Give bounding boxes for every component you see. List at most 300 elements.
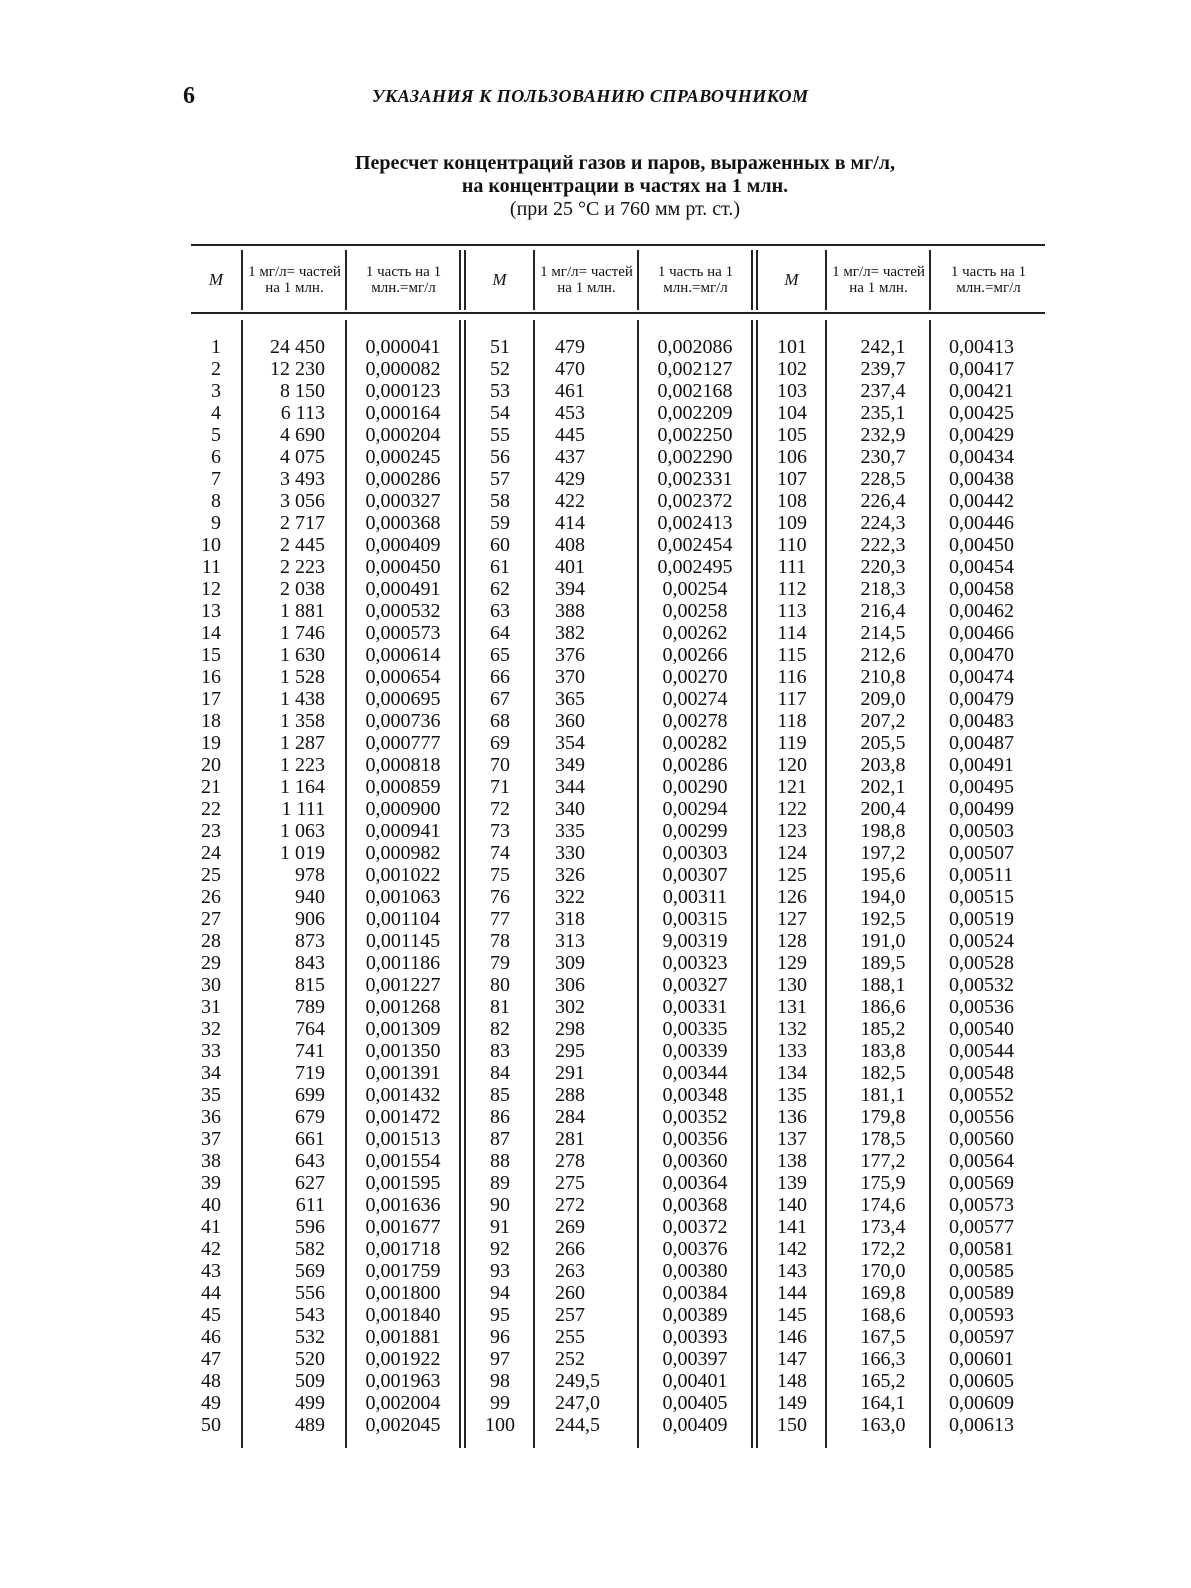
table-cell-mgl: 0,00556 bbox=[949, 1106, 1014, 1128]
table-cell-parts: 275 bbox=[555, 1172, 585, 1194]
table-cell-parts: 12 230 bbox=[270, 358, 325, 380]
table-cell-parts: 2 445 bbox=[280, 534, 325, 556]
table-cell-parts: 422 bbox=[555, 490, 585, 512]
table-cell-parts: 309 bbox=[555, 952, 585, 974]
table-cell-m: 44 bbox=[201, 1282, 221, 1304]
table-cell-mgl: 0,00352 bbox=[662, 1106, 728, 1128]
table-cell-mgl: 0,00454 bbox=[949, 556, 1014, 578]
table-cell-mgl: 0,00393 bbox=[662, 1326, 728, 1348]
table-cell-m: 59 bbox=[490, 512, 510, 534]
table-cell-mgl: 0,00605 bbox=[949, 1370, 1014, 1392]
table-cell-parts: 1 019 bbox=[280, 842, 325, 864]
table-cell-parts: 177,2 bbox=[860, 1150, 906, 1172]
table-cell-mgl: 0,00585 bbox=[949, 1260, 1014, 1282]
table-cell-m: 98 bbox=[490, 1370, 510, 1392]
table-cell-mgl: 0,002290 bbox=[657, 446, 733, 468]
table-cell-m: 9 bbox=[211, 512, 221, 534]
table-cell-parts: 499 bbox=[295, 1392, 325, 1414]
column-m bbox=[469, 336, 531, 1436]
table-cell-mgl: 0,002086 bbox=[657, 336, 733, 358]
table-cell-mgl: 0,000245 bbox=[365, 446, 441, 468]
table-cell-m: 27 bbox=[201, 908, 221, 930]
table-cell-mgl: 0,00569 bbox=[949, 1172, 1014, 1194]
table-cell-m: 31 bbox=[201, 996, 221, 1018]
table-cell-parts: 192,5 bbox=[860, 908, 906, 930]
table-cell-parts: 182,5 bbox=[860, 1062, 906, 1084]
table-cell-mgl: 0,00409 bbox=[662, 1414, 728, 1436]
table-cell-parts: 24 450 bbox=[270, 336, 325, 358]
table-cell-parts: 2 717 bbox=[280, 512, 325, 534]
running-head: УКАЗАНИЯ К ПОЛЬЗОВАНИЮ СПРАВОЧНИКОМ bbox=[372, 86, 809, 106]
table-cell-m: 141 bbox=[777, 1216, 807, 1238]
page-number: 6 bbox=[183, 83, 195, 109]
table-cell-parts: 203,8 bbox=[860, 754, 906, 776]
table-cell-parts: 1 063 bbox=[280, 820, 325, 842]
table-cell-mgl: 0,00479 bbox=[949, 688, 1014, 710]
table-cell-m: 49 bbox=[201, 1392, 221, 1414]
table-cell-mgl: 0,000777 bbox=[365, 732, 441, 754]
table-cell-mgl: 0,00552 bbox=[949, 1084, 1014, 1106]
table-header-rule bbox=[191, 312, 1045, 314]
table-cell-parts: 220,3 bbox=[860, 556, 906, 578]
table-cell-parts: 212,6 bbox=[860, 644, 906, 666]
table-cell-mgl: 0,002413 bbox=[657, 512, 733, 534]
table-cell-m: 90 bbox=[490, 1194, 510, 1216]
table-cell-parts: 269 bbox=[555, 1216, 585, 1238]
table-cell-parts: 340 bbox=[555, 798, 585, 820]
table-cell-m: 48 bbox=[201, 1370, 221, 1392]
table-cell-mgl: 0,00474 bbox=[949, 666, 1014, 688]
table-cell-m: 124 bbox=[777, 842, 807, 864]
table-cell-mgl: 0,00258 bbox=[662, 600, 728, 622]
table-cell-parts: 260 bbox=[555, 1282, 585, 1304]
table-cell-mgl: 0,00438 bbox=[949, 468, 1014, 490]
table-cell-parts: 284 bbox=[555, 1106, 585, 1128]
table-cell-m: 86 bbox=[490, 1106, 510, 1128]
table-cell-mgl: 0,00544 bbox=[949, 1040, 1014, 1062]
table-cell-parts: 281 bbox=[555, 1128, 585, 1150]
header-m: M bbox=[208, 270, 224, 289]
table-cell-mgl: 0,00601 bbox=[949, 1348, 1014, 1370]
table-cell-m: 119 bbox=[777, 732, 807, 754]
table-cell-parts: 266 bbox=[555, 1238, 585, 1260]
header-m: M bbox=[492, 270, 507, 289]
table-cell-m: 142 bbox=[777, 1238, 807, 1260]
table-cell-mgl: 0,00364 bbox=[662, 1172, 728, 1194]
table-cell-mgl: 0,00335 bbox=[662, 1018, 728, 1040]
table-cell-m: 138 bbox=[777, 1150, 807, 1172]
header-parts-per-million: 1 мг/л= частей на 1 млн. bbox=[540, 264, 633, 296]
table-cell-parts: 330 bbox=[555, 842, 585, 864]
table-cell-m: 132 bbox=[777, 1018, 807, 1040]
column-rule bbox=[637, 250, 639, 310]
table-cell-mgl: 0,00282 bbox=[662, 732, 728, 754]
table-cell-m: 35 bbox=[201, 1084, 221, 1106]
column-rule bbox=[825, 320, 827, 1448]
table-cell-m: 40 bbox=[201, 1194, 221, 1216]
table-cell-parts: 661 bbox=[295, 1128, 325, 1150]
table-cell-m: 121 bbox=[777, 776, 807, 798]
table-cell-mgl: 0,001677 bbox=[365, 1216, 441, 1238]
header-parts-per-million: 1 мг/л= частей на 1 млн. bbox=[832, 264, 925, 296]
table-cell-m: 133 bbox=[777, 1040, 807, 1062]
table-cell-m: 2 bbox=[211, 358, 221, 380]
table-cell-m: 17 bbox=[201, 688, 221, 710]
table-cell-mgl: 0,000286 bbox=[365, 468, 441, 490]
table-cell-mgl: 0,00564 bbox=[949, 1150, 1014, 1172]
table-cell-m: 29 bbox=[201, 952, 221, 974]
table-cell-m: 112 bbox=[777, 578, 807, 600]
table-cell-mgl: 0,00491 bbox=[949, 754, 1014, 776]
table-cell-mgl: 0,000900 bbox=[365, 798, 441, 820]
table-cell-mgl: 0,00560 bbox=[949, 1128, 1014, 1150]
table-cell-parts: 272 bbox=[555, 1194, 585, 1216]
table-cell-m: 150 bbox=[777, 1414, 807, 1436]
table-cell-mgl: 0,00536 bbox=[949, 996, 1014, 1018]
table-cell-m: 11 bbox=[201, 556, 221, 578]
table-cell-parts: 437 bbox=[555, 446, 585, 468]
table-cell-m: 108 bbox=[777, 490, 807, 512]
table-cell-mgl: 0,001391 bbox=[365, 1062, 441, 1084]
table-cell-parts: 252 bbox=[555, 1348, 585, 1370]
table-cell-parts: 278 bbox=[555, 1150, 585, 1172]
column-mg-per-liter bbox=[643, 336, 747, 1436]
table-cell-m: 116 bbox=[777, 666, 807, 688]
table-cell-parts: 429 bbox=[555, 468, 585, 490]
table-cell-parts: 188,1 bbox=[860, 974, 906, 996]
table-cell-parts: 178,5 bbox=[860, 1128, 906, 1150]
table-cell-mgl: 0,002331 bbox=[657, 468, 733, 490]
table-cell-m: 24 bbox=[201, 842, 221, 864]
table-cell-parts: 218,3 bbox=[860, 578, 906, 600]
table-cell-m: 10 bbox=[201, 534, 221, 556]
table-cell-mgl: 0,00307 bbox=[662, 864, 728, 886]
table-cell-mgl: 0,00327 bbox=[662, 974, 728, 996]
table-cell-mgl: 0,00524 bbox=[949, 930, 1014, 952]
table-cell-mgl: 0,001636 bbox=[365, 1194, 441, 1216]
table-cell-m: 46 bbox=[201, 1326, 221, 1348]
table-title bbox=[190, 152, 1060, 221]
table-cell-m: 69 bbox=[490, 732, 510, 754]
table-cell-m: 54 bbox=[490, 402, 510, 424]
table-cell-m: 15 bbox=[201, 644, 221, 666]
table-cell-mgl: 0,00442 bbox=[949, 490, 1014, 512]
table-cell-mgl: 0,002127 bbox=[657, 358, 733, 380]
table-cell-parts: 1 287 bbox=[280, 732, 325, 754]
table-cell-parts: 202,1 bbox=[860, 776, 906, 798]
table-cell-mgl: 0,002209 bbox=[657, 402, 733, 424]
table-cell-mgl: 0,00254 bbox=[662, 578, 728, 600]
table-cell-parts: 191,0 bbox=[860, 930, 906, 952]
table-cell-parts: 166,3 bbox=[860, 1348, 906, 1370]
table-cell-parts: 6 113 bbox=[280, 402, 325, 424]
table-cell-m: 110 bbox=[777, 534, 807, 556]
table-cell-mgl: 0,00274 bbox=[662, 688, 728, 710]
table-cell-mgl: 0,00466 bbox=[949, 622, 1014, 644]
table-cell-mgl: 0,00613 bbox=[949, 1414, 1014, 1436]
table-cell-parts: 360 bbox=[555, 710, 585, 732]
table-cell-parts: 302 bbox=[555, 996, 585, 1018]
table-cell-mgl: 0,00315 bbox=[662, 908, 728, 930]
table-cell-m: 114 bbox=[777, 622, 807, 644]
table-cell-mgl: 0,00405 bbox=[662, 1392, 728, 1414]
table-cell-m: 118 bbox=[777, 710, 807, 732]
table-cell-m: 144 bbox=[777, 1282, 807, 1304]
table-cell-m: 134 bbox=[777, 1062, 807, 1084]
table-cell-m: 117 bbox=[777, 688, 807, 710]
table-cell-mgl: 0,000736 bbox=[365, 710, 441, 732]
table-cell-mgl: 0,00495 bbox=[949, 776, 1014, 798]
table-cell-m: 77 bbox=[490, 908, 510, 930]
table-cell-m: 37 bbox=[201, 1128, 221, 1150]
table-cell-parts: 569 bbox=[295, 1260, 325, 1282]
column-rule bbox=[345, 250, 347, 310]
table-cell-m: 39 bbox=[201, 1172, 221, 1194]
table-cell-parts: 185,2 bbox=[860, 1018, 906, 1040]
table-cell-parts: 470 bbox=[555, 358, 585, 380]
table-cell-parts: 394 bbox=[555, 578, 585, 600]
column-mg-per-liter bbox=[949, 336, 1041, 1436]
table-cell-m: 91 bbox=[490, 1216, 510, 1238]
table-cell-parts: 520 bbox=[295, 1348, 325, 1370]
table-cell-m: 74 bbox=[490, 842, 510, 864]
table-cell-m: 75 bbox=[490, 864, 510, 886]
table-cell-parts: 195,6 bbox=[860, 864, 906, 886]
table-cell-parts: 210,8 bbox=[860, 666, 906, 688]
table-cell-m: 113 bbox=[777, 600, 807, 622]
table-cell-parts: 207,2 bbox=[860, 710, 906, 732]
table-cell-m: 83 bbox=[490, 1040, 510, 1062]
table-cell-mgl: 0,000082 bbox=[365, 358, 441, 380]
table-cell-m: 122 bbox=[777, 798, 807, 820]
table-cell-mgl: 0,001595 bbox=[365, 1172, 441, 1194]
table-cell-parts: 401 bbox=[555, 556, 585, 578]
table-cell-parts: 186,6 bbox=[860, 996, 906, 1018]
table-cell-parts: 978 bbox=[295, 864, 325, 886]
table-cell-parts: 1 164 bbox=[280, 776, 325, 798]
table-cell-m: 6 bbox=[211, 446, 221, 468]
table-cell-mgl: 0,00266 bbox=[662, 644, 728, 666]
table-cell-mgl: 0,00278 bbox=[662, 710, 728, 732]
table-cell-parts: 376 bbox=[555, 644, 585, 666]
table-cell-m: 71 bbox=[490, 776, 510, 798]
table-cell-m: 30 bbox=[201, 974, 221, 996]
table-cell-parts: 230,7 bbox=[860, 446, 906, 468]
table-cell-mgl: 0,00483 bbox=[949, 710, 1014, 732]
table-cell-mgl: 0,00299 bbox=[662, 820, 728, 842]
table-cell-parts: 582 bbox=[295, 1238, 325, 1260]
table-cell-m: 102 bbox=[777, 358, 807, 380]
table-cell-m: 61 bbox=[490, 556, 510, 578]
table-cell-parts: 611 bbox=[295, 1194, 325, 1216]
table-cell-parts: 313 bbox=[555, 930, 585, 952]
table-cell-parts: 344 bbox=[555, 776, 585, 798]
table-cell-mgl: 0,00348 bbox=[662, 1084, 728, 1106]
table-cell-mgl: 0,00470 bbox=[949, 644, 1014, 666]
table-cell-mgl: 0,00499 bbox=[949, 798, 1014, 820]
header-mg-per-liter: 1 часть на 1 млн.=мг/л bbox=[657, 264, 734, 296]
table-cell-m: 72 bbox=[490, 798, 510, 820]
group-double-rule bbox=[459, 250, 466, 310]
table-cell-m: 101 bbox=[777, 336, 807, 358]
table-cell-mgl: 0,002454 bbox=[657, 534, 733, 556]
column-rule bbox=[929, 250, 931, 310]
table-cell-m: 76 bbox=[490, 886, 510, 908]
table-cell-parts: 479 bbox=[555, 336, 585, 358]
table-cell-mgl: 0,001227 bbox=[365, 974, 441, 996]
table-cell-parts: 719 bbox=[295, 1062, 325, 1084]
group-double-rule bbox=[751, 320, 758, 1448]
table-cell-m: 52 bbox=[490, 358, 510, 380]
table-cell-m: 82 bbox=[490, 1018, 510, 1040]
table-cell-parts: 249,5 bbox=[555, 1370, 600, 1392]
table-cell-mgl: 0,000041 bbox=[365, 336, 441, 358]
table-cell-m: 13 bbox=[201, 600, 221, 622]
table-cell-mgl: 0,001309 bbox=[365, 1018, 441, 1040]
table-cell-m: 81 bbox=[490, 996, 510, 1018]
table-cell-parts: 906 bbox=[295, 908, 325, 930]
table-cell-parts: 843 bbox=[295, 952, 325, 974]
table-cell-m: 34 bbox=[201, 1062, 221, 1084]
table-cell-parts: 1 630 bbox=[280, 644, 325, 666]
table-cell-mgl: 0,000204 bbox=[365, 424, 441, 446]
table-cell-parts: 461 bbox=[555, 380, 585, 402]
table-cell-parts: 1 438 bbox=[280, 688, 325, 710]
table-cell-mgl: 0,00593 bbox=[949, 1304, 1014, 1326]
table-cell-mgl: 0,000941 bbox=[365, 820, 441, 842]
table-cell-mgl: 0,000409 bbox=[365, 534, 441, 556]
table-cell-mgl: 0,00303 bbox=[662, 842, 728, 864]
table-cell-parts: 365 bbox=[555, 688, 585, 710]
table-cell-m: 19 bbox=[201, 732, 221, 754]
table-cell-m: 145 bbox=[777, 1304, 807, 1326]
table-cell-parts: 2 038 bbox=[280, 578, 325, 600]
table-cell-parts: 172,2 bbox=[860, 1238, 906, 1260]
table-cell-parts: 263 bbox=[555, 1260, 585, 1282]
table-cell-mgl: 0,00515 bbox=[949, 886, 1014, 908]
table-top-rule bbox=[191, 244, 1045, 246]
table-cell-m: 18 bbox=[201, 710, 221, 732]
table-cell-mgl: 0,002168 bbox=[657, 380, 733, 402]
table-cell-m: 21 bbox=[201, 776, 221, 798]
table-cell-m: 51 bbox=[490, 336, 510, 358]
group-double-rule bbox=[751, 250, 758, 310]
table-cell-mgl: 0,001840 bbox=[365, 1304, 441, 1326]
table-cell-mgl: 0,001186 bbox=[365, 952, 441, 974]
table-cell-parts: 699 bbox=[295, 1084, 325, 1106]
table-cell-mgl: 0,00417 bbox=[949, 358, 1014, 380]
column-rule bbox=[637, 320, 639, 1448]
table-cell-m: 127 bbox=[777, 908, 807, 930]
table-cell-parts: 543 bbox=[295, 1304, 325, 1326]
table-cell-mgl: 0,001104 bbox=[365, 908, 441, 930]
table-cell-mgl: 0,00368 bbox=[662, 1194, 728, 1216]
table-cell-parts: 194,0 bbox=[860, 886, 906, 908]
column-mg-per-liter bbox=[351, 336, 455, 1436]
table-cell-mgl: 0,00548 bbox=[949, 1062, 1014, 1084]
table-cell-m: 4 bbox=[211, 402, 221, 424]
table-cell-parts: 873 bbox=[295, 930, 325, 952]
table-cell-parts: 163,0 bbox=[860, 1414, 906, 1436]
table-cell-m: 139 bbox=[777, 1172, 807, 1194]
table-cell-m: 5 bbox=[211, 424, 221, 446]
table-cell-m: 148 bbox=[777, 1370, 807, 1392]
header-m: M bbox=[784, 270, 799, 289]
table-cell-parts: 168,6 bbox=[860, 1304, 906, 1326]
table-cell-parts: 1 223 bbox=[280, 754, 325, 776]
table-cell-parts: 408 bbox=[555, 534, 585, 556]
table-cell-parts: 179,8 bbox=[860, 1106, 906, 1128]
table-cell-m: 14 bbox=[201, 622, 221, 644]
table-cell-mgl: 0,001268 bbox=[365, 996, 441, 1018]
table-cell-m: 149 bbox=[777, 1392, 807, 1414]
table-cell-mgl: 0,001718 bbox=[365, 1238, 441, 1260]
table-cell-mgl: 0,00434 bbox=[949, 446, 1014, 468]
table-cell-m: 53 bbox=[490, 380, 510, 402]
table-cell-parts: 173,4 bbox=[860, 1216, 906, 1238]
table-cell-parts: 940 bbox=[295, 886, 325, 908]
table-cell-mgl: 0,001554 bbox=[365, 1150, 441, 1172]
table-cell-mgl: 0,001350 bbox=[365, 1040, 441, 1062]
table-cell-m: 57 bbox=[490, 468, 510, 490]
table-cell-mgl: 0,000327 bbox=[365, 490, 441, 512]
table-cell-m: 16 bbox=[201, 666, 221, 688]
table-cell-m: 26 bbox=[201, 886, 221, 908]
table-cell-mgl: 0,00532 bbox=[949, 974, 1014, 996]
table-cell-parts: 532 bbox=[295, 1326, 325, 1348]
column-parts-per-million bbox=[555, 336, 635, 1436]
table-cell-m: 100 bbox=[485, 1414, 515, 1436]
table-cell-parts: 189,5 bbox=[860, 952, 906, 974]
table-cell-mgl: 0,001922 bbox=[365, 1348, 441, 1370]
table-cell-mgl: 0,000859 bbox=[365, 776, 441, 798]
table-cell-m: 104 bbox=[777, 402, 807, 424]
table-cell-mgl: 0,00425 bbox=[949, 402, 1014, 424]
header-mg-per-liter: 1 часть на 1 млн.=мг/л bbox=[365, 264, 442, 296]
table-cell-mgl: 0,000368 bbox=[365, 512, 441, 534]
table-cell-m: 23 bbox=[201, 820, 221, 842]
table-cell-parts: 815 bbox=[295, 974, 325, 996]
table-cell-parts: 209,0 bbox=[860, 688, 906, 710]
table-cell-m: 63 bbox=[490, 600, 510, 622]
table-cell-m: 89 bbox=[490, 1172, 510, 1194]
table-cell-m: 96 bbox=[490, 1326, 510, 1348]
table-cell-m: 109 bbox=[777, 512, 807, 534]
table-cell-mgl: 0,00528 bbox=[949, 952, 1014, 974]
table-cell-mgl: 0,000654 bbox=[365, 666, 441, 688]
table-cell-parts: 509 bbox=[295, 1370, 325, 1392]
table-cell-parts: 2 223 bbox=[280, 556, 325, 578]
table-cell-mgl: 0,00339 bbox=[662, 1040, 728, 1062]
table-cell-parts: 596 bbox=[295, 1216, 325, 1238]
table-cell-m: 42 bbox=[201, 1238, 221, 1260]
table-cell-m: 64 bbox=[490, 622, 510, 644]
table-cell-parts: 295 bbox=[555, 1040, 585, 1062]
table-cell-m: 65 bbox=[490, 644, 510, 666]
table-cell-mgl: 0,00446 bbox=[949, 512, 1014, 534]
table-cell-m: 115 bbox=[777, 644, 807, 666]
table-cell-parts: 235,1 bbox=[860, 402, 906, 424]
column-rule bbox=[241, 250, 243, 310]
table-cell-m: 73 bbox=[490, 820, 510, 842]
table-cell-m: 103 bbox=[777, 380, 807, 402]
table-cell-mgl: 0,000450 bbox=[365, 556, 441, 578]
table-cell-parts: 197,2 bbox=[860, 842, 906, 864]
table-cell-parts: 228,5 bbox=[860, 468, 906, 490]
table-cell-m: 80 bbox=[490, 974, 510, 996]
table-cell-parts: 4 075 bbox=[280, 446, 325, 468]
table-cell-parts: 3 056 bbox=[280, 490, 325, 512]
